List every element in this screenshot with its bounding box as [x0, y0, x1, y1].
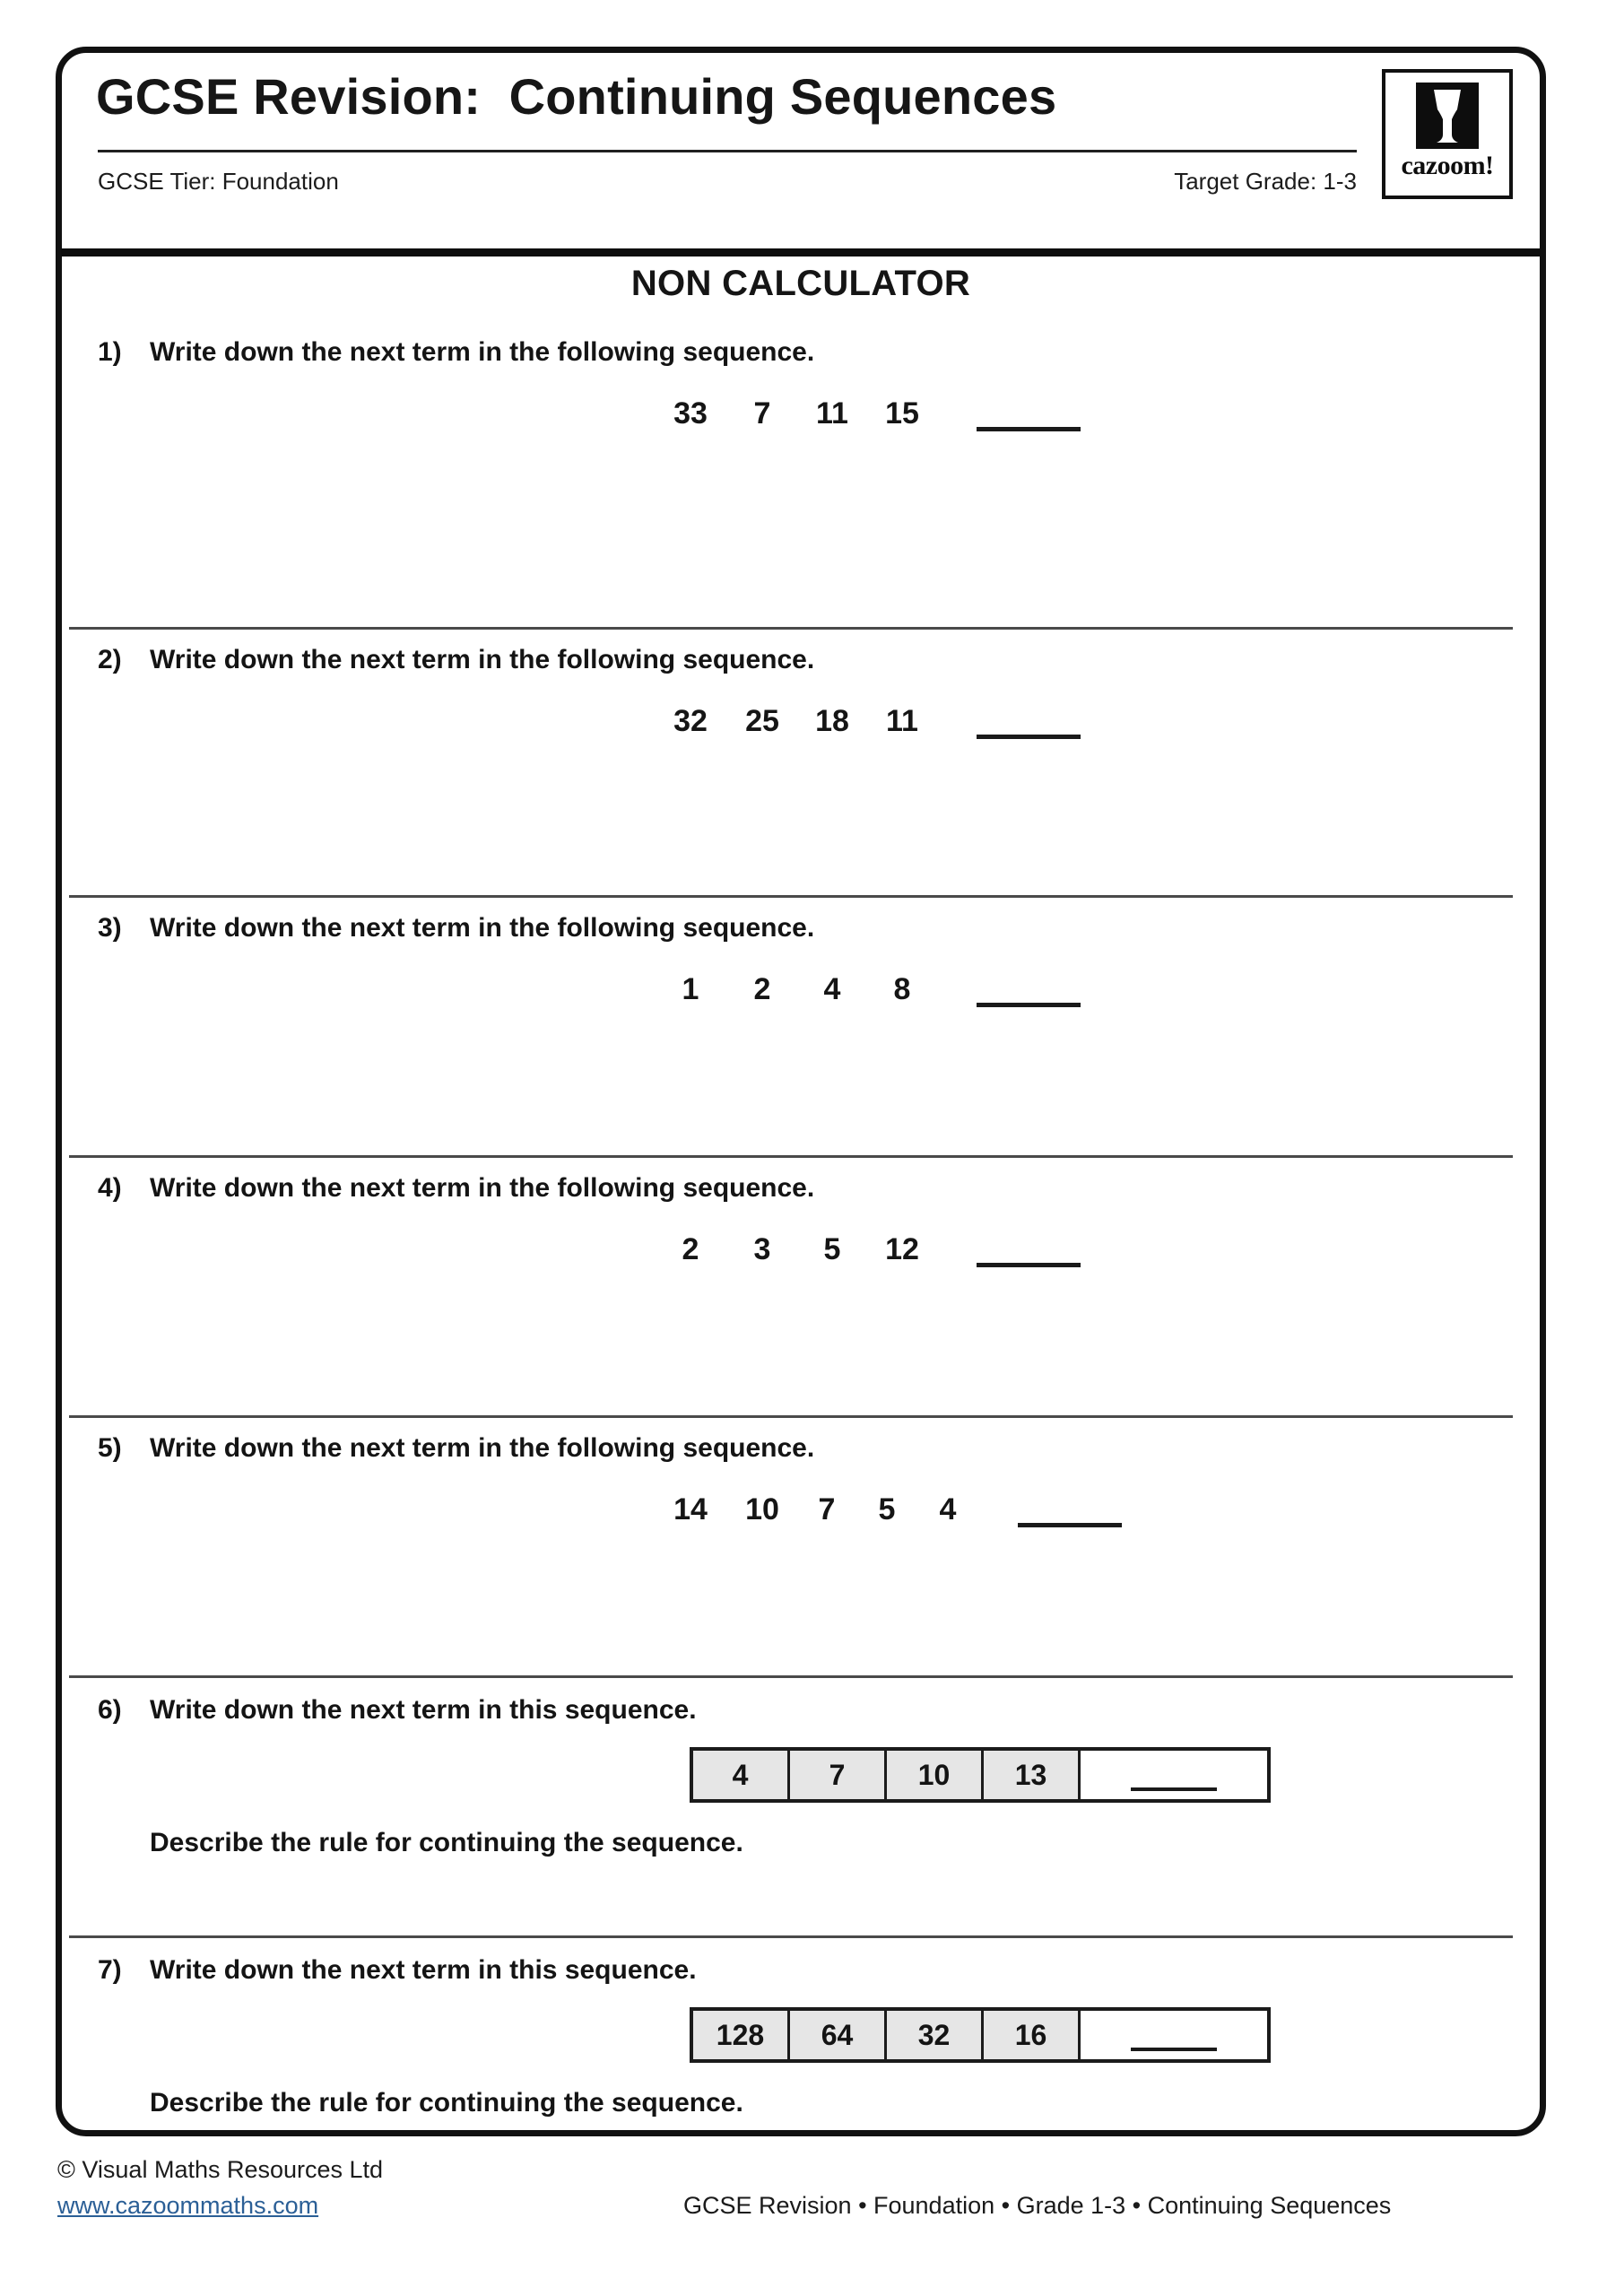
cazoom-website-link[interactable]: www.cazoommaths.com: [57, 2192, 319, 2219]
sequence-term: 15: [885, 396, 919, 430]
answer-blank-line-3[interactable]: [977, 972, 1081, 1007]
question-prompt-6: Write down the next term in this sequence.: [150, 1695, 697, 1725]
question-number-3: 3): [98, 913, 122, 943]
section-divider: [69, 1675, 1513, 1678]
answer-blank-line-1[interactable]: [977, 396, 1081, 431]
breadcrumb: GCSE Revision • Foundation • Grade 1-3 • Continuing Sequences: [683, 2192, 1392, 2219]
answer-blank-line-6: [1131, 1787, 1217, 1791]
rule-prompt-7: Describe the rule for continuing the sequence.: [150, 2088, 743, 2118]
sequence-cell: 128: [693, 2011, 790, 2059]
rule-prompt-6: Describe the rule for continuing the sequence.: [150, 1828, 743, 1857]
question-prompt-7: Write down the next term in this sequence.: [150, 1955, 697, 1985]
answer-blank-line-7: [1131, 2048, 1217, 2051]
section-divider: [69, 895, 1513, 898]
sequence-row-4: [654, 1232, 1081, 1267]
sequence-term: 3: [753, 1232, 771, 1266]
gcse-tier-label: GCSE Tier: Foundation: [98, 168, 339, 195]
sequence-cell: 10: [887, 1751, 984, 1799]
sequence-term: 5: [878, 1492, 896, 1526]
sequence-row-3: [654, 972, 1081, 1007]
question-number-2: 2): [98, 645, 122, 674]
hourglass-vase-glyph-icon: [1416, 83, 1479, 149]
sequence-term: 1: [682, 972, 699, 1006]
worksheet-footer: [56, 2152, 1580, 2260]
sequence-term: 14: [673, 1492, 708, 1526]
question-block-2: [62, 627, 1540, 894]
sequence-term: 10: [745, 1492, 779, 1526]
sequence-cell: 16: [984, 2011, 1081, 2059]
page-title: GCSE Revision: Continuing Sequences: [96, 68, 1057, 125]
question-block-6: [62, 1675, 1540, 1935]
sequence-cell: 4: [693, 1751, 790, 1799]
worksheet-page-frame: [56, 47, 1546, 2136]
sequence-cell: 7: [790, 1751, 887, 1799]
question-prompt-1: Write down the next term in the following sequence.: [150, 337, 815, 367]
section-divider: [69, 1155, 1513, 1158]
sequence-term: 11: [886, 704, 918, 738]
question-prompt-4: Write down the next term in the following sequence.: [150, 1173, 815, 1203]
sequence-table-6: [690, 1747, 1271, 1803]
question-block-4: [62, 1155, 1540, 1415]
worksheet-body: [62, 257, 1540, 2130]
question-block-3: [62, 895, 1540, 1155]
question-prompt-5: Write down the next term in the following sequence.: [150, 1433, 815, 1463]
sequence-term: 4: [939, 1492, 957, 1526]
sequence-term: 2: [682, 1232, 699, 1266]
question-block-5: [62, 1415, 1540, 1675]
title-underline-rule: [98, 150, 1357, 152]
sequence-term: 25: [745, 704, 779, 738]
question-prompt-2: Write down the next term in the following sequence.: [150, 645, 815, 674]
sequence-table-7: [690, 2007, 1271, 2063]
question-number-7: 7): [98, 1955, 122, 1985]
sequence-term: 7: [753, 396, 771, 430]
question-prompt-3: Write down the next term in the following sequence.: [150, 913, 815, 943]
sequence-term: 33: [673, 396, 708, 430]
sequence-term: 12: [885, 1232, 919, 1266]
answer-blank-line-2[interactable]: [977, 704, 1081, 739]
question-number-4: 4): [98, 1173, 122, 1203]
answer-cell-6[interactable]: [1081, 1751, 1267, 1799]
sequence-term: 2: [753, 972, 771, 1006]
section-divider: [69, 1935, 1513, 1938]
worksheet-header: [62, 53, 1540, 248]
section-divider: [69, 627, 1513, 630]
question-number-6: 6): [98, 1695, 122, 1725]
sequence-term: 7: [818, 1492, 836, 1526]
sequence-term: 11: [816, 396, 848, 430]
sequence-term: 5: [823, 1232, 841, 1266]
sequence-cell: 32: [887, 2011, 984, 2059]
question-number-5: 5): [98, 1433, 122, 1463]
sequence-row-5: [654, 1492, 1122, 1527]
sequence-row-2: [654, 704, 1081, 739]
sequence-term: 32: [673, 704, 708, 738]
question-number-1: 1): [98, 337, 122, 367]
cazoom-logo: [1382, 69, 1513, 199]
sequence-term: 4: [823, 972, 841, 1006]
section-divider: [69, 1415, 1513, 1418]
sequence-row-1: [654, 396, 1081, 431]
non-calculator-banner: NON CALCULATOR: [630, 264, 971, 303]
sequence-term: 18: [815, 704, 849, 738]
header-inner: [96, 62, 1513, 195]
header-meta-row: [98, 168, 1357, 204]
answer-cell-7[interactable]: [1081, 2011, 1267, 2059]
sequence-term: 8: [893, 972, 911, 1006]
cazoom-logo-wordmark: cazoom!: [1401, 151, 1494, 180]
target-grade-label: Target Grade: 1-3: [1174, 168, 1357, 195]
sequence-cell: 13: [984, 1751, 1081, 1799]
sequence-cell: 64: [790, 2011, 887, 2059]
answer-blank-line-4[interactable]: [977, 1232, 1081, 1267]
copyright-notice: © Visual Maths Resources Ltd: [57, 2156, 384, 2183]
header-separator-rule: [61, 248, 1541, 257]
answer-blank-line-5[interactable]: [1018, 1492, 1122, 1527]
title-row: [96, 62, 1513, 148]
question-block-1: [62, 319, 1540, 561]
